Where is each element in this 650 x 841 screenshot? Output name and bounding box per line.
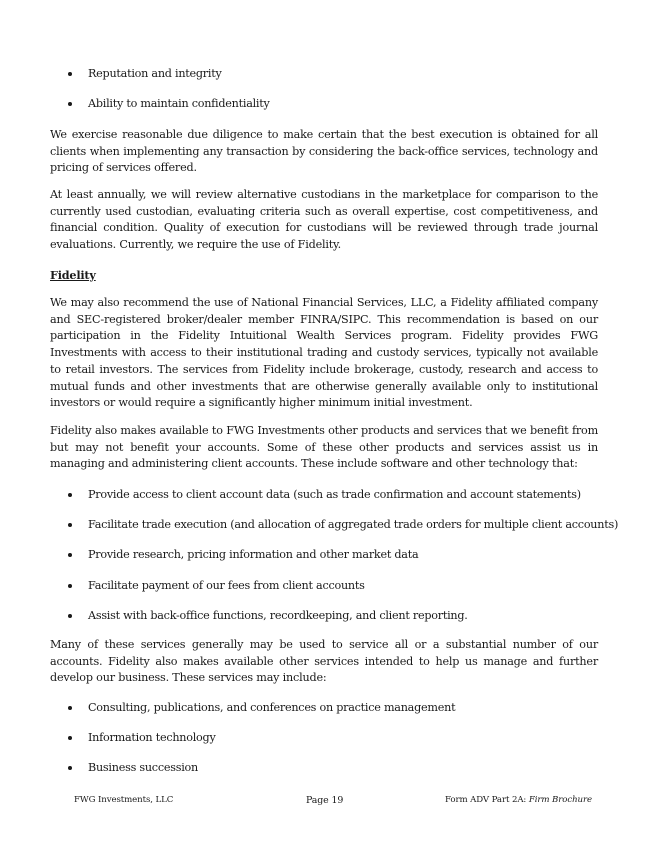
footer-form-prefix: Form ADV Part 2A: — [445, 795, 529, 805]
paragraph-annual-review: At least annually, we will review alternative custodians in the marketplace for comparison to the currently used custodian, evaluating criteria such as overall expertise, cost competitiveness, and financial condition. Quality of execution for custodians will be reviewed through trade journal evaluations. Currently, we require the use of Fidelity. — [50, 188, 598, 252]
bullet-icon — [68, 766, 72, 770]
bullet-text: Provide access to client account data (such as trade confirmation and account statements) — [88, 488, 581, 501]
bullet-icon — [68, 102, 72, 106]
bullet-text: Facilitate payment of our fees from client accounts — [88, 579, 365, 592]
paragraph-fidelity-intro: We may also recommend the use of National Financial Services, LLC, a Fidelity affiliated company and SEC-registered broker/dealer member FINRA/SIPC. This recommendation is based on our participation in the Fidelity Intuitional Wealth Services program. Fidelity provides FWG Investments with access to their institutional trading and custody services, typically not available to retail investors. The services from Fidelity include brokerage, custody, research and access to mutual funds and other investments that are otherwise generally available only to institutional investors or would require a significantly higher minimum initial investment. — [50, 296, 598, 410]
bullet-icon — [68, 72, 72, 76]
bullet-text: Ability to maintain confidentiality — [88, 97, 270, 110]
bullet-icon — [68, 584, 72, 588]
footer-page-number: Page 19 — [306, 795, 344, 806]
bullet-text: Provide research, pricing information and other market data — [88, 548, 419, 561]
bullet-text: Reputation and integrity — [88, 67, 222, 80]
bullet-icon — [68, 523, 72, 527]
bullet-icon — [68, 736, 72, 740]
bullet-text: Consulting, publications, and conferences on practice management — [88, 701, 456, 714]
section-heading-fidelity: Fidelity — [50, 268, 96, 282]
bullet-text: Assist with back-office functions, recordkeeping, and client reporting. — [88, 609, 468, 622]
bullet-icon — [68, 493, 72, 497]
footer-form-italic: Firm Brochure — [528, 795, 592, 805]
paragraph-many-services: Many of these services generally may be used to service all or a substantial number of our accounts. Fidelity also makes available other services intended to help us manage and further develop our business. These services may include: — [50, 638, 598, 685]
bullet-icon — [68, 706, 72, 710]
paragraph-best-execution: We exercise reasonable due diligence to make certain that the best execution is obtained for all clients when implementing any transaction by considering the back-office services, technology and pricing of services offered. — [50, 128, 598, 175]
paragraph-fidelity-products: Fidelity also makes available to FWG Investments other products and services that we benefit from but may not benefit your accounts. Some of these other products and services assist us in managing and administering client accounts. These include software and other technology that: — [50, 424, 598, 471]
bullet-icon — [68, 553, 72, 557]
bullet-text: Business succession — [88, 761, 198, 774]
bullet-text: Information technology — [88, 731, 216, 744]
footer-company-name: FWG Investments, LLC — [74, 795, 174, 805]
bullet-text: Facilitate trade execution (and allocation of aggregated trade orders for multiple client accounts) — [88, 518, 619, 531]
footer-form-title — [445, 795, 592, 806]
bullet-icon — [68, 614, 72, 618]
